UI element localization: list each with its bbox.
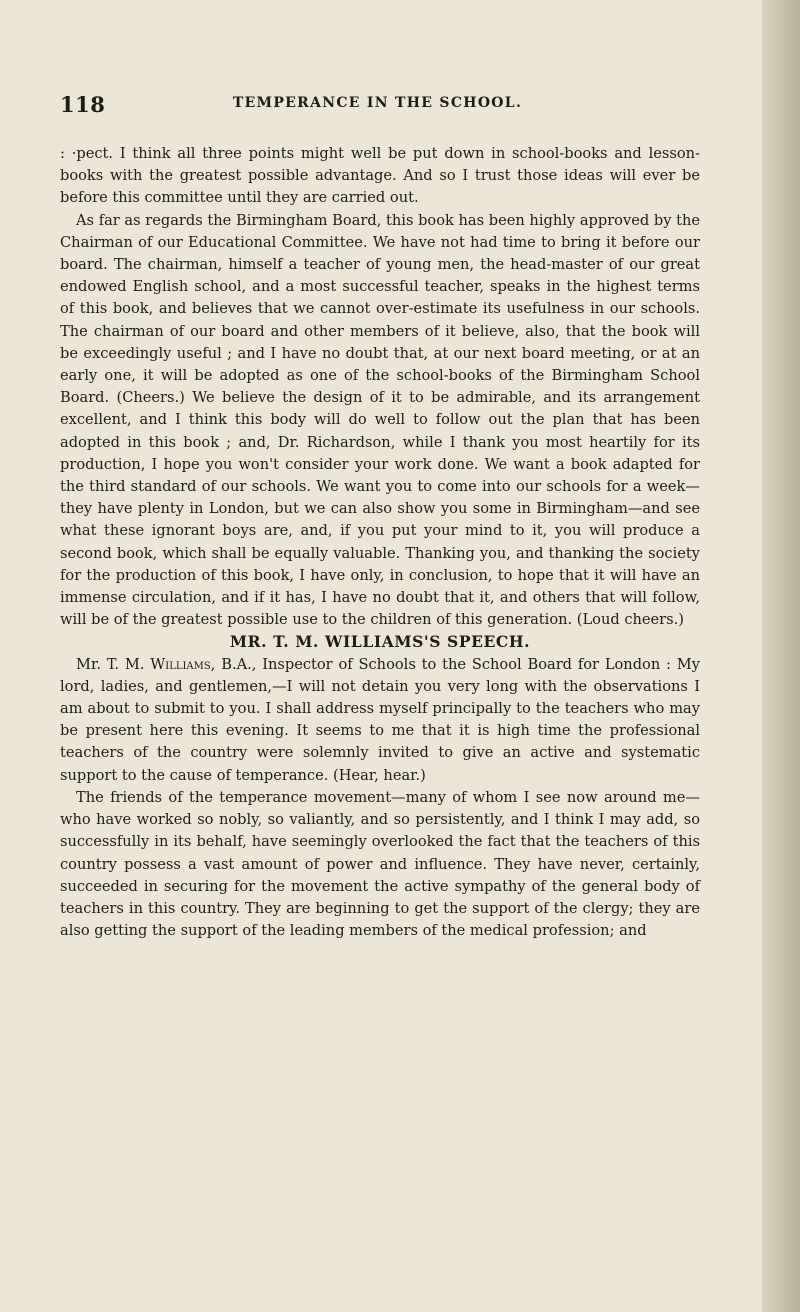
paragraph: As far as regards the Birmingham Board, this book has been highly approved by the Chairman of our Educational Committee. We have not had time to bring it before our board. The chairman, himself a teacher of young men, the head-master of our great endowed English school, and a most successful teacher, speaks in the highest terms of this book, and believes that we cannot over-estimate its usefulness in our schools. The chairman of our board and other members of it believe, also, that the book will be exceedingly useful ; and I have no doubt that, at our next board meeting, or at an early one, it will be adopted as one of the school-books of the Birmingham School Board. (Cheers.) We believe the design of it to be admirable, and its arrangement excellent, and I think this body will do well to follow out the plan that has been adopted in this book ; and, Dr. Richardson, while I thank you most heartily for its production, I hope you won't consider your work done. We want a book adapted for the third standard of our schools. We want you to come into our schools for a week—they have plenty in London, but we can also show you some in Birmingham—and see what these ignorant boys are, and, if you put your mind to it, you will produce a second book, which shall be equally valuable. Thanking you, and thanking the society for the production of this book, I have only, in conclusion, to hope that it will have an immense circulation, and if it has, I have no doubt that it, and others that will follow, will be of the greatest possible use to the children of this generation. (Loud cheers.) bbox=[60, 211, 700, 629]
speaker-name: Williams bbox=[150, 655, 211, 673]
paragraph: : ·pect. I think all three points might well be put down in school-books and lesson-books with the greatest possible advantage. And so I trust those ideas will ever be before this committee until they are carried out. bbox=[60, 145, 700, 207]
speech-paragraph bbox=[60, 654, 700, 787]
section-heading: MR. T. M. WILLIAMS'S SPEECH. bbox=[229, 632, 531, 652]
speaker-prefix: Mr. T. M. bbox=[76, 655, 151, 673]
page-number: 118 bbox=[60, 92, 106, 117]
page-edge bbox=[762, 0, 800, 1312]
running-head: TEMPERANCE IN THE SCHOOL. bbox=[232, 95, 523, 111]
speech-text: , B.A., Inspector of Schools to the School Board for London : My lord, ladies, and gentlemen,—I will not detain you very long with the observations I am about to submit to you. I shall address myself principally to the teachers who may be present here this evening. It seems to me that it is high time the professional teachers of the country were solemnly invited to give an active and systematic support to the cause of temperance. (Hear, hear.) bbox=[60, 655, 700, 784]
page-body bbox=[60, 143, 700, 942]
paragraph: The friends of the temperance movement—many of whom I see now around me—who have worked so nobly, so valiantly, and so persistently, and I think I may add, so successfully in its behalf, have seemingly overlooked the fact that the teachers of this country possess a vast amount of power and influence. They have never, certainly, succeeded in securing for the movement the active sympathy of the general body of teachers in this country. They are beginning to get the support of the clergy; they are also getting the support of the leading members of the medical profession; and bbox=[60, 788, 700, 940]
page-header bbox=[60, 92, 695, 122]
